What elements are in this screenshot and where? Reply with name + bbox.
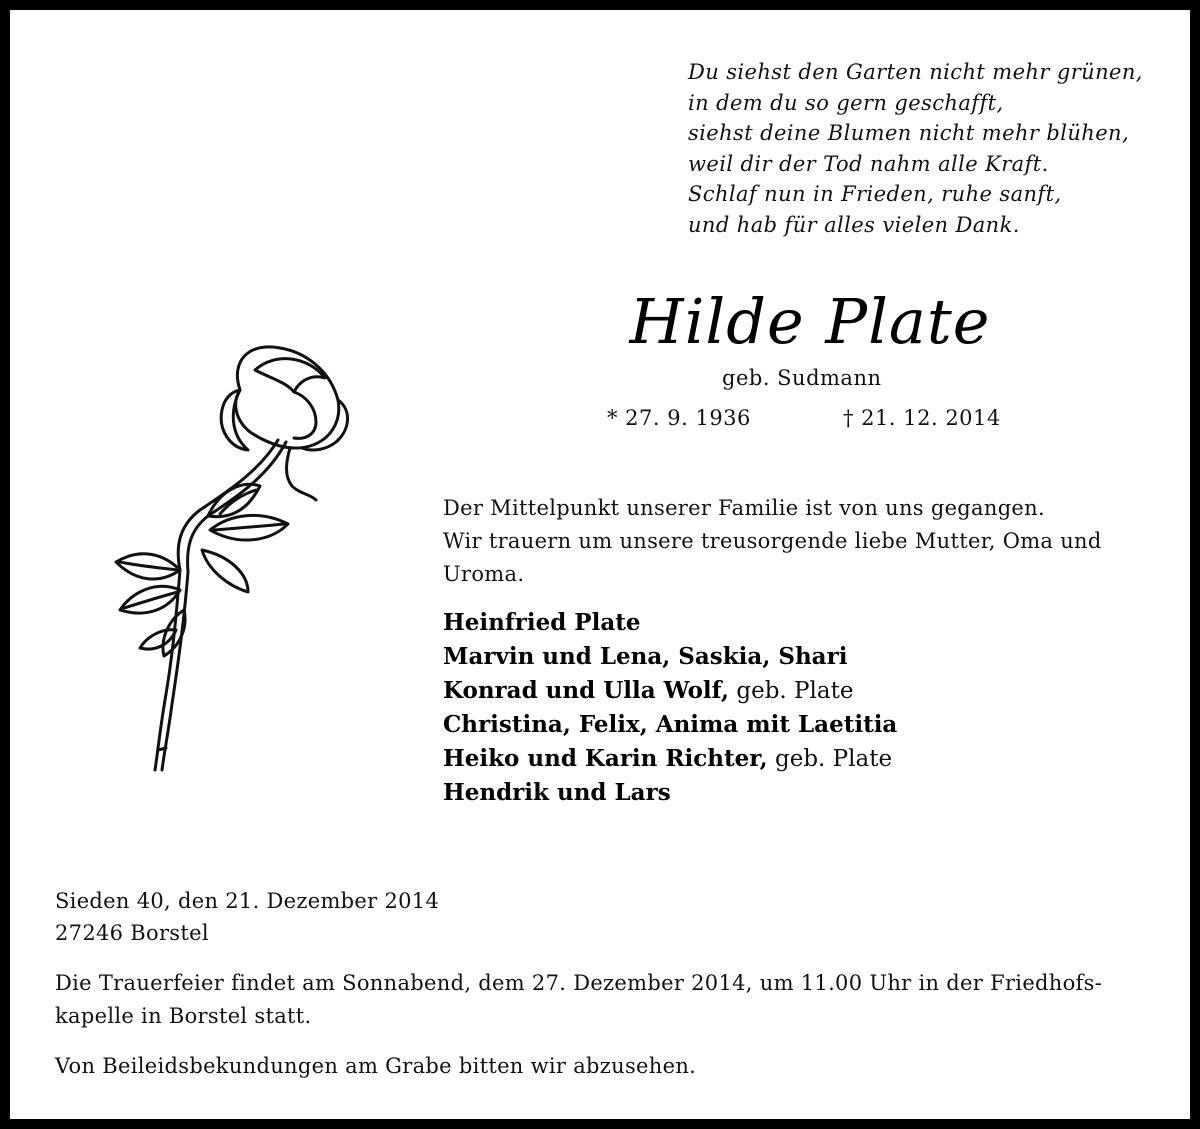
message-line: Wir trauern um unsere treusorgende liebe Mutter, Oma und (443, 529, 1102, 553)
ceremony-line: kapelle in Borstel statt. (55, 1004, 312, 1028)
poem-line: Schlaf nun in Frieden, ruhe sanft, (688, 182, 1062, 207)
mourner-row (443, 674, 1163, 708)
poem-line: siehst deine Blumen nicht mehr blühen, (688, 121, 1130, 146)
birth-date: * 27. 9. 1936 (607, 406, 751, 430)
mourner-suffix: geb. Plate (729, 678, 854, 704)
rose-icon (80, 330, 380, 790)
message-line: Uroma. (443, 562, 525, 586)
mourner-name: Marvin und Lena, Saskia, Shari (443, 643, 848, 670)
mourner-row (443, 606, 1163, 640)
message-line: Der Mittelpunkt unserer Familie ist von uns gegangen. (443, 496, 1045, 520)
birth-name: geb. Sudmann (722, 366, 882, 390)
death-date: † 21. 12. 2014 (843, 406, 1001, 430)
mourner-name: Hendrik und Lars (443, 779, 671, 806)
poem-line: weil dir der Tod nahm alle Kraft. (688, 151, 1049, 176)
mourner-row (443, 640, 1163, 674)
mourner-row (443, 742, 1163, 776)
mourner-row (443, 776, 1163, 810)
message (443, 492, 1173, 591)
mourner-name: Heiko und Karin Richter, (443, 745, 768, 772)
mourner-name: Konrad und Ulla Wolf, (443, 677, 730, 704)
mourner-name: Heinfried Plate (443, 609, 641, 636)
poem-line: Du siehst den Garten nicht mehr grünen, (688, 60, 1143, 84)
ceremony-line: Die Trauerfeier findet am Sonnabend, dem 27. Dezember 2014, um 11.00 Uhr in der Friedhofs- (55, 971, 1103, 995)
closing-note: Von Beileidsbekundungen am Grabe bitten wir abzusehen. (55, 1054, 697, 1078)
ceremony-info (55, 967, 1175, 1033)
deceased-name: Hilde Plate (629, 285, 991, 358)
poem-line: und hab für alles vielen Dank. (688, 212, 1020, 237)
mourners-list (443, 606, 1163, 810)
address-line: Sieden 40, den 21. Dezember 2014 (55, 889, 440, 913)
mourner-name: Christina, Felix, Anima mit Laetitia (443, 711, 898, 738)
mourner-suffix: geb. Plate (767, 746, 893, 772)
mourner-row (443, 708, 1163, 742)
poem-line: in dem du so gern geschafft, (688, 90, 1004, 115)
address-line: 27246 Borstel (55, 921, 209, 945)
address-block (55, 885, 439, 949)
poem (688, 57, 1188, 241)
